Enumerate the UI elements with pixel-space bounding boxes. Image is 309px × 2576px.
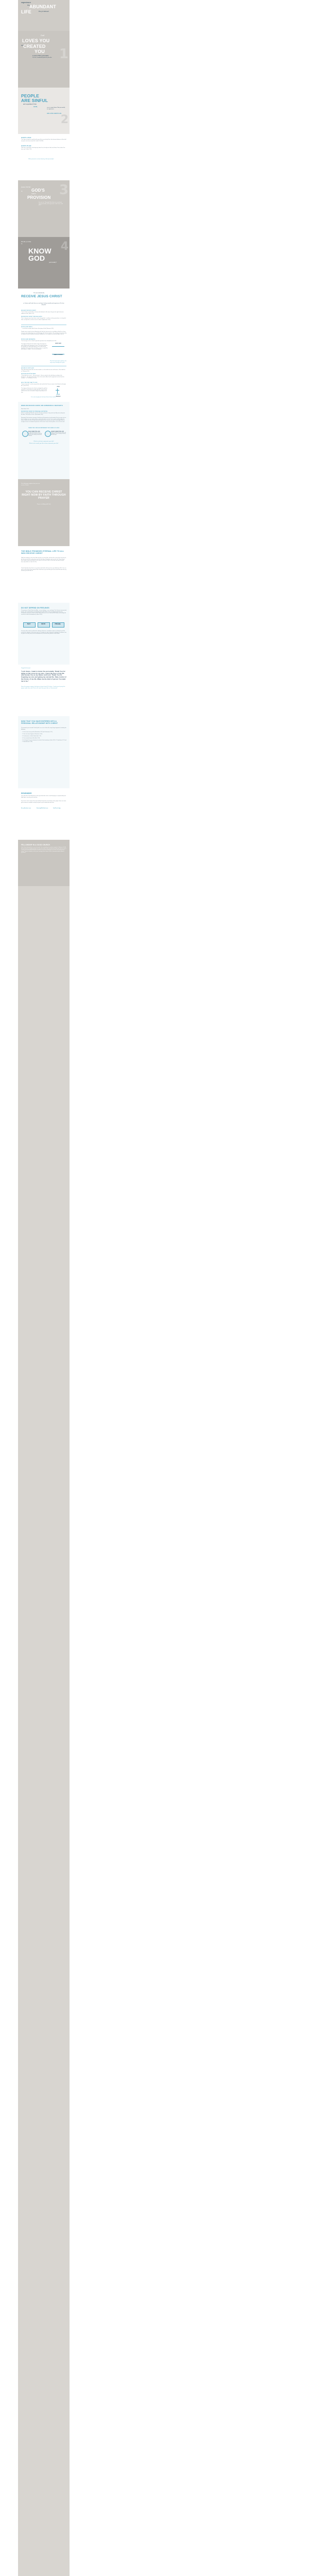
separation-diagram (50, 343, 66, 359)
bridge-cross-bar (56, 390, 59, 391)
step1-god: God (41, 35, 44, 37)
suggested-prayer-text: "Lord Jesus, I want to know You personally. Thank You for dying on the cross for my sins. I open the door of my life and receive You as my Savior and Lord. Thank You for forgiving my sins and giving me eternal life. Take control of the throne of my life. Make me the kind of person You want me to be." (21, 670, 66, 682)
bridge-cross-icon (57, 388, 58, 394)
prayer-intro: The following explains how you can receive Christ: (21, 483, 40, 486)
diagram-gap (52, 346, 64, 354)
gods-love-note: What prevents us from knowing God personally? (28, 159, 54, 160)
train-faith-label: FAITH (41, 623, 45, 625)
now-intro: The moment you received Christ by faith, as an act of the will, many things happened, including the following: (21, 727, 66, 730)
step1-created: CREATED (23, 44, 46, 49)
hero-the: the (27, 4, 30, 6)
step1-sub2: He has a wonderful plan for your life. (32, 57, 53, 58)
step4-know: KNOW (28, 247, 52, 255)
now-item-2: 2. Your sins were forgiven (Colossians 1:14). (22, 734, 43, 735)
feelings-t2: The train will run with or without the caboose. However, it would be useless to attempt to pull the train by the caboose. In the same way, as Christians we do not depend on feelings or emotions, but we place our faith (trust) in the trustworthiness of God and the promises of His Word. (21, 631, 66, 635)
hero-experience: experience (21, 2, 31, 4)
remember-t1: Your walk with Christ depends on what you allow Him to do in and through you, empowered by the Holy Spirit, not what you do for Him. (21, 795, 66, 798)
remember-section (18, 788, 70, 840)
receive-section (18, 289, 70, 402)
step1-loves: LOVES YOU (22, 38, 50, 43)
sinful-t2: "For the wages of sin is death" [spiritual separation from God] (Romans 6:23). (21, 341, 57, 342)
experience-h1: WHEN WE RECEIVE CHRIST, WE EXPERIENCE A NEW BIRTH (21, 405, 63, 406)
suggested-prayer-intro: Suggested prayer: (21, 668, 31, 669)
train-fact-label: FACT (27, 623, 31, 625)
self-directed-desc: S - Self is on the throne; Christ is outside the life; interests are directed by self, often resulting in discord and frustration (28, 433, 42, 436)
feelings-section (18, 603, 70, 665)
promise-t1: "And the testimony is this, that God has given us eternal life, and this life is in His Son. He who has the Son has the life; he who does not have the Son of God does not have the life. These things I have written to you who believe in the name of the Son of God, so that you may know that you have eternal life" (1 John 5:11-13). (21, 557, 66, 563)
step3-number: 3 (59, 182, 68, 198)
sinful-t1: "... for all have sinned and fall short of the glory of God" (Romans 3:23). (21, 328, 54, 329)
hero-section (18, 0, 70, 31)
promise-section (18, 546, 70, 603)
sinful-caption: The third principle explains the only way to bridge this gulf... (50, 361, 66, 363)
step1-section (18, 31, 70, 88)
self-directed-circle-icon (22, 431, 28, 437)
gods-love-text: "For God so loved the world that He gave His one and only Son, that whoever believes in Him shall not perish, but have eternal life" (John 3:16, NIV). (21, 139, 66, 142)
provision-h1: HE DIED IN OUR PLACE (21, 368, 35, 369)
receive-t2: "For it is by grace you have been saved, through faith - and this not from yourselves, it is the gift of God - not by works, so that no one can boast" (Ephesians 2:8,9). (21, 318, 66, 320)
now-item-4: 4. You received eternal life (John 5:24). (22, 738, 40, 739)
experience-t2b: Receiving Christ involves turning to God from self (repentance) and trusting Christ to come into our lives to forgive our sins and to make us what He wants us to be. Just to agree intellectually that Jesus Christ is the Son of God and that He died on the cross for our sins is not enough. Nor is it enough to have an emotional experience. We receive Jesus Christ by faith, as an act of the will. (21, 417, 66, 422)
hero-abundant: ABUNDANT (29, 4, 56, 9)
step4-god: GOD (28, 254, 45, 262)
promise-headline: THE BIBLE PROMISES ETERNAL LIFE TO ALL WHO RECEIVE CHRIST (21, 550, 64, 555)
self-directed-label: SELF-DIRECTED LIFE (28, 431, 40, 432)
fellowship-text: God's Word admonishes us not to forsake "the assembling of ourselves together" (Hebrews 10:25). Several logs burn brightly together; but put one aside on the cold hearth and the fire goes out. So it is with your relationship with other Christians. If you do not belong to a church, do not wait to be invited. Take the initiative; call or visit a nearby church where Christ is honored and His Word is preached. (21, 847, 66, 854)
infographic-poster (18, 0, 70, 2576)
hero-life: LIFE (21, 9, 31, 14)
experience-t1: Read John 3:1-8. (21, 409, 29, 410)
now-headline: NOW THAT YOU HAVE ENTERED INTO A PERSONAL RELATIONSHIP WITH CHRIST (21, 720, 58, 724)
step3-section (18, 180, 70, 237)
experience-section (18, 402, 70, 479)
step2-section (18, 88, 70, 134)
step2-number: 2 (60, 113, 68, 126)
train-feeling-label: FEELING (55, 623, 61, 625)
step4-would: Would you like to (21, 241, 31, 245)
step1-sub1: to know Him personally. (32, 55, 49, 57)
gods-love-heading: GOD'S LOVE (21, 137, 31, 139)
fellowship-headline: FELLOWSHIP IN A GOOD CHURCH (21, 844, 50, 846)
now-section (18, 716, 70, 788)
sinful-h1: PEOPLE ARE SINFUL (21, 327, 33, 328)
hero-promised: He promised (39, 10, 49, 12)
diagram-holy-god-label: HOLY GOD (55, 343, 61, 344)
christ-directed-desc: Christ is in the life and on the throne; self is yielding to Christ, resulting in harmony with God's plan (51, 433, 66, 435)
resource-startingwithgod-link[interactable]: StartingWithGod.com (37, 808, 48, 809)
step2-people: PEOPLE (21, 93, 40, 98)
christ-directed-circle-icon (45, 431, 51, 437)
diagram-sinful-people-label: SINFUL PEOPLE (54, 354, 63, 355)
experience-t2: [Christ is speaking] "Behold, I stand at the door and knock; if any one hears My voice and opens the door, I will come in to him" (Revelation 3:20). (21, 413, 65, 415)
provision-t1: "But God demonstrates His own love toward us, in that while we were still sinners, Christ died for us" (Romans 5:8). (21, 369, 65, 372)
receive-t1: "Yet to all who received Him, to those who believed in His name, He gave the right to become children of God" (John 1:12). (21, 312, 64, 314)
resource-everystudent-link[interactable]: EveryStudent.com (21, 808, 31, 809)
step4-section (18, 237, 70, 289)
feelings-t1: The promise of God's Word, the Bible - not our feelings - is our authority. The Christian lives by faith (trust) in the trustworthiness of God Himself and His Word. This train diagram illustrates the relationship among fact (God and His Word), faith (our trust in God and His Word), and feeling (the result of our faith and obedience) (John 14:21). (21, 610, 66, 615)
now-item-1: 1. Christ came into your life (Revelation 3:20 and Colossians 1:27). (22, 732, 53, 733)
experience-q2: Which circle would you like to have represent your life? (29, 443, 59, 444)
remember-t2: If you have come to know Christ personally through this presentation of the gospel, there are some great resources available to help you grow in your relationship with God: (21, 801, 66, 803)
step3-gods: GOD'S (31, 188, 45, 193)
receive-sub: as Savior and Lord; then we can know God personally and experience His love and plan. (23, 303, 64, 306)
experience-q1: Which circle best represents your life? (33, 441, 54, 442)
provision-caption: It is not enough just to know these three truths... (31, 397, 57, 398)
sinful-h2: PEOPLE ARE SEPARATED (21, 339, 36, 340)
gods-love-section (18, 134, 70, 180)
step3-is: is (21, 190, 23, 192)
bridge-god-label: GOD (57, 386, 60, 387)
step2-sub: so we cannot know Him personally or experience (47, 107, 65, 110)
receive-h1: WE MUST RECEIVE CHRIST (21, 310, 36, 311)
provision-h3: HE IS THE ONLY WAY TO GOD (21, 382, 38, 383)
circles-title: THESE TWO CIRCLES REPRESENT TWO KINDS OF LIVES (28, 428, 60, 429)
provision-t2: "Christ died for our sins... He was buried... He was raised on the third day according to the Scriptures... He appeared to Peter, then to the twelve. After that He appeared to more than five hundred..." (1 Corinthians 15:3-6). (21, 375, 64, 379)
sinful-t2b: This diagram illustrates that God is holy and people are sinful. A great gulf separates the two. The arrows illustrate that people are continually trying to reach God and the abundant life through their own efforts, such as a good life, philosophy, or religion - but we inevitably fail. (21, 344, 48, 350)
provision-h2: HE ROSE FROM THE DEAD (21, 374, 36, 375)
step1-you: YOU (35, 49, 45, 54)
gods-plan-heading: GOD'S PLAN (21, 145, 31, 147)
promise-t2: Thank God often that Christ is in your life and that He will never leave you (Hebrews 13:5). You can know on the basis of His promise that Christ lives in you and that you have eternal life from the very moment you invite Him in. (21, 568, 66, 572)
sinful-t1b: People were created to have fellowship with God; but, because of our stubborn self-will, we chose to go our own independent way and fellowship with God was broken. This self-will, characterized by an attitude of active rebellion or passive indifference, is an evidence of what the Bible calls sin. (21, 331, 67, 335)
now-item-3: 3. You became a child of God (John 1:12). (22, 736, 42, 737)
step2-sinful: ARE SINFUL (21, 98, 48, 103)
step1-number: 1 (59, 46, 68, 62)
step4-number: 4 (60, 240, 68, 253)
remember-headline: REMEMBER (21, 792, 32, 794)
provision-t3b: This diagram illustrates that God has bridged the gulf that separates us from Him by sending His Son, Jesus Christ, to die on the cross in our place to pay the penalty for our sins. (21, 388, 47, 393)
step4-personally: personally? (49, 262, 57, 263)
experience-h2: WE RECEIVE CHRIST BY PERSONAL INVITATION (21, 411, 48, 412)
poster-continuation (18, 886, 70, 2576)
suggested-prayer-section (18, 665, 70, 716)
christ-directed-label: CHRIST-DIRECTED LIFE (51, 431, 64, 432)
prayer-headline: YOU CAN RECEIVE CHRIST RIGHT NOW BY FAITH THROUGH PRAYER (22, 490, 66, 500)
now-item-5: 5. You began the great adventure for which God created you (John 10:10; 2 Corinthians 5:17 and 1 Thessalonians 5:18). (22, 740, 66, 742)
resource-godtools-link[interactable]: GodTools App (53, 808, 61, 809)
gods-plan-text: "Now this is eternal life: that they may know You, the only true God, and Jesus Christ, whom You have sent" (John 17:3). (21, 147, 65, 150)
fellowship-section (18, 840, 70, 886)
step3-jesus: Jesus Christ (21, 186, 31, 188)
receive-h2: WE RECEIVE CHRIST THROUGH FAITH (21, 316, 42, 317)
feelings-headline: DO NOT DEPEND ON FEELINGS (21, 607, 49, 609)
bridge-people-label: PEOPLE (56, 396, 61, 397)
step2-god: GOD, (33, 106, 38, 108)
receive-intro: We must individually (33, 293, 45, 294)
step1-and: and (21, 44, 24, 46)
bridge-jesus-label: JESUS (56, 394, 60, 395)
provision-t3: "Jesus answered, 'I am the way and the truth and the life. No one comes to the Father but through Me'" (John 14:6). (21, 384, 66, 386)
suggested-prayer-q: Does this prayer express the desire of your heart? If it does, I invite you to pray this prayer right now, and Christ will come into your life, as He promised. (21, 686, 65, 689)
step2-plan: HIS LOVE AND PLAN. (47, 113, 62, 114)
receive-headline: RECEIVE JESUS CHRIST (21, 295, 62, 298)
prayer-sub: Prayer is talking with God (37, 504, 51, 505)
prayer-section (18, 479, 70, 546)
step2-separated: and separated from (23, 104, 37, 105)
train-diagram (23, 621, 64, 628)
step3-only: ONLY (31, 193, 36, 195)
step3-provision: PROVISION (27, 195, 51, 200)
step3-sub: for our sin. Through Him alone we can know God personally and experience God's love and plan. (39, 202, 63, 206)
